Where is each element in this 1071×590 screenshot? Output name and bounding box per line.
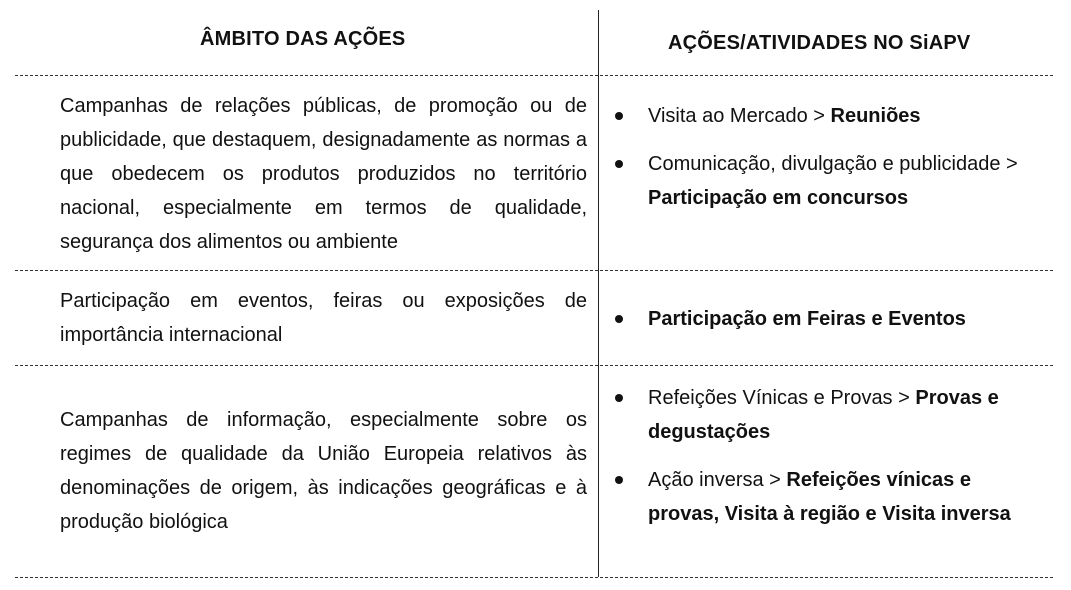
actions-list-3 — [613, 381, 1033, 531]
header-actions: AÇÕES/ATIVIDADES NO SiAPV — [668, 32, 971, 54]
action-item — [613, 99, 1033, 133]
actions-cell-2 — [613, 302, 1033, 336]
bullet-icon — [615, 160, 623, 168]
action-plain-text: Ação inversa > — [648, 469, 787, 491]
bullet-icon — [615, 112, 623, 120]
scope-cell-2 — [60, 284, 587, 352]
bullet-icon — [615, 315, 623, 323]
action-item — [613, 147, 1033, 215]
actions-cell-3 — [613, 381, 1033, 531]
actions-cell-1 — [613, 99, 1033, 215]
scope-text-3: Campanhas de informação, especialmente sobre os regimes de qualidade da União Europeia relativos às denominações de origem, às indicações geográficas e à produção biológica — [60, 409, 587, 533]
row-separator-bottom — [15, 577, 1053, 578]
action-plain-text: Visita ao Mercado > — [648, 105, 831, 127]
action-bold-text: Refeições vínicas e provas, Visita à região e Visita inversa — [648, 469, 1011, 525]
scope-cell-3 — [60, 403, 587, 539]
row-separator-header — [15, 75, 1053, 76]
actions-list-2 — [613, 302, 1033, 336]
column-divider — [598, 10, 599, 577]
action-plain-text: Refeições Vínicas e Provas > — [648, 387, 916, 409]
actions-list-1 — [613, 99, 1033, 215]
scope-text-2: Participação em eventos, feiras ou exposições de importância internacional — [60, 290, 587, 346]
action-bold-text: Participação em concursos — [648, 187, 909, 209]
action-bold-text: Participação em Feiras e Eventos — [648, 308, 966, 330]
row-separator-2 — [15, 365, 1053, 366]
bullet-icon — [615, 394, 623, 402]
bullet-icon — [615, 476, 623, 484]
action-item — [613, 463, 1033, 531]
action-bold-text: Provas e degustações — [648, 387, 999, 443]
scope-text-1: Campanhas de relações públicas, de promoção ou de publicidade, que destaquem, designadamente as normas a que obedecem os produtos produzidos no território nacional, especialmente em termos de qualidade, segurança dos alimentos ou ambiente — [60, 95, 587, 253]
action-bold-text: Reuniões — [830, 105, 921, 127]
action-item — [613, 302, 1033, 336]
header-scope: ÂMBITO DAS AÇÕES — [200, 28, 406, 50]
action-item — [613, 381, 1033, 449]
scope-cell-1 — [60, 89, 587, 259]
action-plain-text: Comunicação, divulgação e publicidade > — [648, 153, 1018, 175]
row-separator-1 — [15, 270, 1053, 271]
